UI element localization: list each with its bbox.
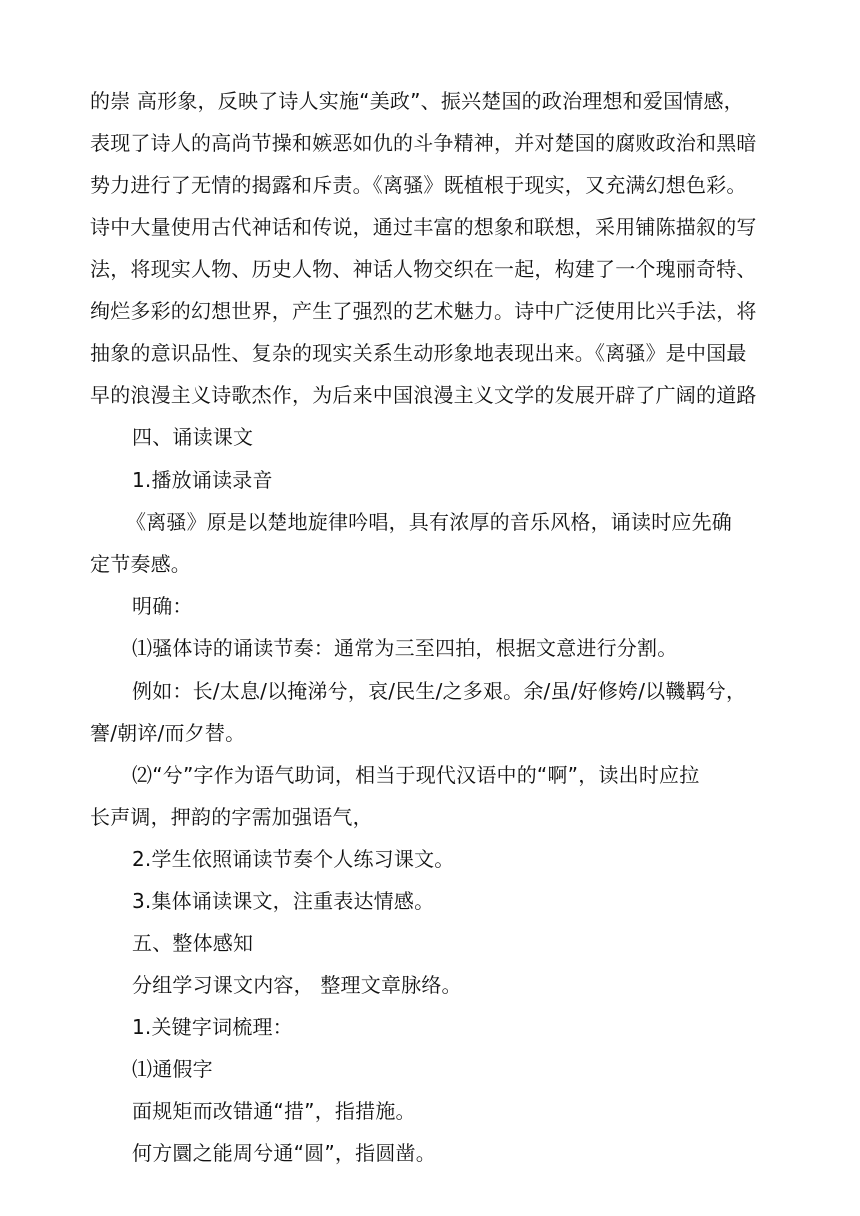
text-line: 绚烂多彩的幻想世界，产生了强烈的艺术魅力。诗中广泛使用比兴手法，将 bbox=[90, 299, 757, 323]
text-line: 法，将现实人物、历史人物、神话人物交织在一起，构建了一个瑰丽奇特、 bbox=[90, 257, 757, 281]
subsection-heading: 1.播放诵读录音 bbox=[132, 468, 273, 492]
text-line: ⑴骚体诗的诵读节奏：通常为三至四拍，根据文意进行分割。 bbox=[132, 636, 678, 660]
text-line: 早的浪漫主义诗歌杰作，为后来中国浪漫主义文学的发展开辟了广阔的道路 bbox=[90, 383, 757, 407]
text-line: ⑵“兮”字作为语气助词，相当于现代汉语中的“啊”，读出时应拉 bbox=[132, 763, 700, 787]
text-line: 的崇 高形象，反映了诗人实施“美政”、振兴楚国的政治理想和爱国情感， bbox=[90, 89, 744, 113]
text-line: 《离骚》原是以楚地旋律吟唱，具有浓厚的音乐风格，诵读时应先确 bbox=[126, 510, 732, 534]
text-line: 表现了诗人的高尚节操和嫉恶如仇的斗争精神，并对楚国的腐败政治和黑暗 bbox=[90, 131, 757, 155]
text-line: 分组学习课文内容， 整理文章脉络。 bbox=[132, 973, 462, 997]
text-line: 面规矩而改错通“措”，指措施。 bbox=[132, 1099, 416, 1123]
text-line: 诗中大量使用古代神话和传说，通过丰富的想象和联想，采用铺陈描叙的写 bbox=[90, 215, 757, 239]
text-line: 明确： bbox=[132, 594, 193, 618]
section-heading: 五、整体感知 bbox=[132, 931, 254, 955]
text-line: 2.学生依照诵读节奏个人练习课文。 bbox=[132, 847, 455, 871]
text-line: 例如：长/太息/以掩涕兮，哀/民生/之多艰。余/虽/好修姱/以鞿羁兮， bbox=[132, 679, 747, 703]
text-line: 抽象的意识品性、复杂的现实关系生动形象地表现出来。《离骚》是中国最 bbox=[90, 341, 747, 365]
text-line: 謇/朝谇/而夕替。 bbox=[90, 721, 246, 745]
text-line: 长声调，押韵的字需加强语气， bbox=[90, 805, 373, 829]
section-heading: 四、诵读课文 bbox=[132, 425, 254, 449]
text-line: 何方圜之能周兮通“圆”，指圆凿。 bbox=[132, 1141, 436, 1165]
text-line: 3.集体诵读课文，注重表达情感。 bbox=[132, 889, 435, 913]
text-line: 定节奏感。 bbox=[90, 552, 191, 576]
text-line: 势力进行了无情的揭露和斥责。《离骚》既植根于现实，又充满幻想色彩。 bbox=[90, 173, 747, 197]
text-line: ⑴通假字 bbox=[132, 1057, 213, 1081]
subsection-heading: 1.关键字词梳理： bbox=[132, 1015, 293, 1039]
